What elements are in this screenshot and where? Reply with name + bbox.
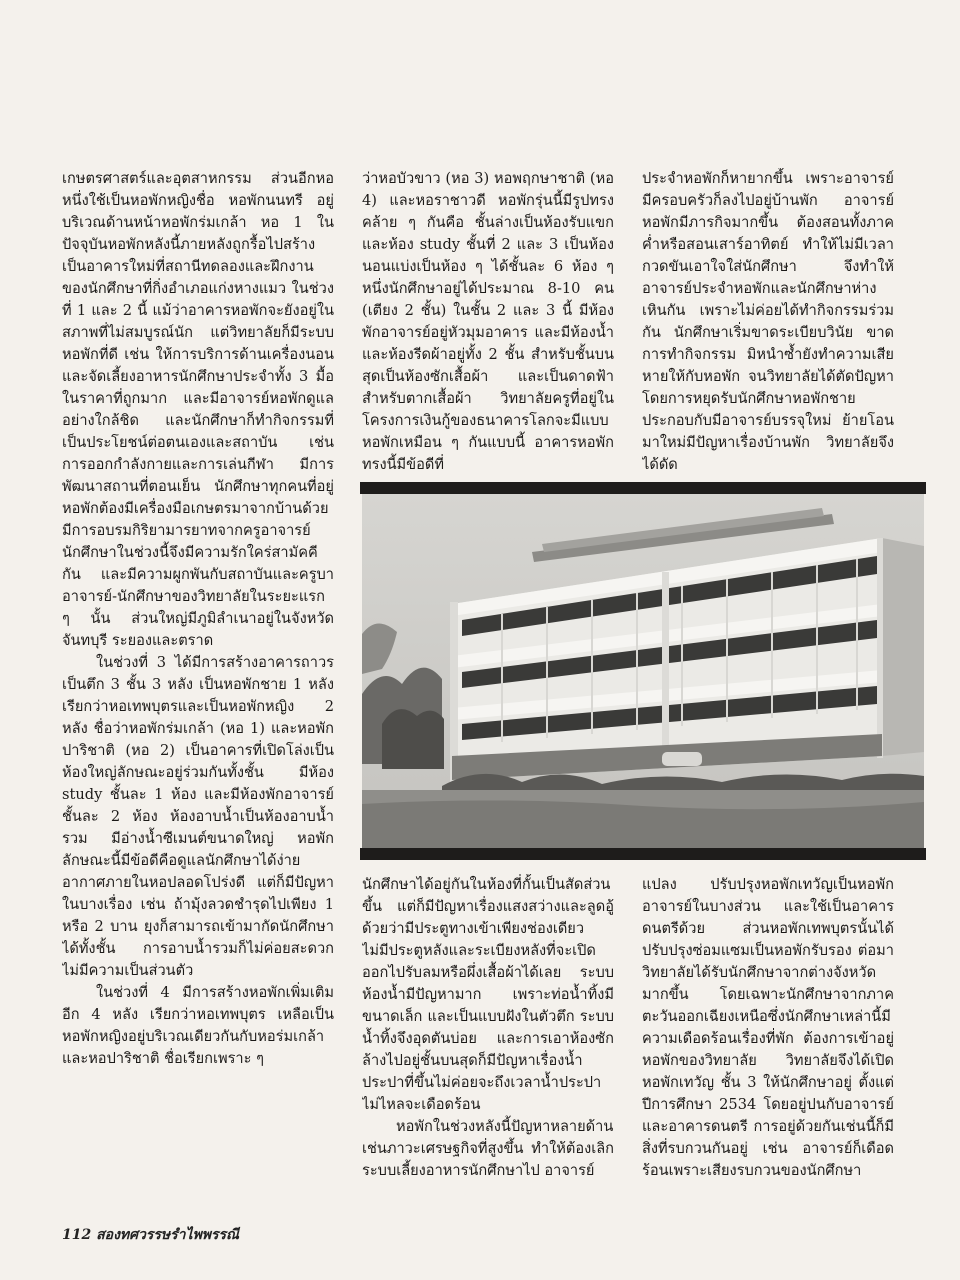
text-column-right-bottom [642, 874, 894, 1204]
paragraph: นักศึกษาได้อยู่กันในห้องที่กั้นเป็นสัดส่วนขึ้น แต่ก็มีปัญหาเรื่องแสงสว่างและลูดอู้ด้วยว่ามีประตูทางเข้าเพียงช่องเดียว ไม่มีประตูหลังและระเบียงหลังที่จะเปิดออกไปรับลมหรือผึ่งเสื้อผ้าได้เลย ระบบห้องน้ำมีปัญหามาก เพราะท่อน้ำทิ้งมีขนาดเล็ก และเป็นแบบฝังในตัวตึก ระบบน้ำทิ้งจึงอุดตันบ่อย และการเอาห้องซักล้างไปอยู่ชั้นบนสุดก็มีปัญหาเรื่องน้ำประปาที่ขึ้นไม่ค่อยจะถึงเวลาน้ำประปาไม่ไหลจะเดือดร้อน [362, 876, 614, 1113]
dormitory-building-photo [362, 494, 924, 848]
paragraph: ในช่วงที่ 3 ได้มีการสร้างอาคารถาวร เป็นตึก 3 ชั้น 3 หลัง เป็นหอพักชาย 1 หลัง เรียกว่าหอเทพบุตรและเป็นหอพักหญิง 2 หลัง ชื่อว่าหอพักร่มเกล้า (หอ 1) และหอพักปาริชาติ (หอ 2) เป็นอาคารที่เปิดโล่งเป็นห้องใหญ่ลักษณะอยู่ร่วมกันทั้งชั้น มีห้อง study ชั้นละ 1 ห้อง และมีห้องพักอาจารย์ชั้นละ 2 ห้อง ห้องอาบน้ำเป็นห้องอาบน้ำรวม มีอ่างน้ำซีเมนต์ขนาดใหญ่ หอพักลักษณะนี้มีข้อดีคือดูแลนักศึกษาได้ง่าย อากาศภายในหอปลอดโปร่งดี แต่ก็มีปัญหาในบางเรื่อง เช่น ถ้ามุ้งลวดชำรุดไปเพียง 1 หรือ 2 บาน ยุงก็สามารถเข้ามากัดนักศึกษาได้ทั้งชั้น การอาบน้ำรวมก็ไม่ค่อยสะดวกไม่มีความเป็นส่วนตัว [62, 654, 334, 979]
paragraph: แปลง ปรับปรุงหอพักเทวัญเป็นหอพักอาจารย์ในบางส่วน และใช้เป็นอาคารดนตรีด้วย ส่วนหอพักเทพบุตรนั้นได้ปรับปรุงซ่อมแซมเป็นหอพักรับรอง ต่อมาวิทยาลัยได้รับนักศึกษาจากต่างจังหวัดมากขึ้น โดยเฉพาะนักศึกษาจากภาคตะวันออกเฉียงเหนือซึ่งนักศึกษาเหล่านี้มีความเดือดร้อนเรื่องที่พัก ต้องการเข้าอยู่หอพักของวิทยาลัย วิทยาลัยจึงได้เปิดหอพักเทวัญ ชั้น 3 ให้นักศึกษาอยู่ ตั้งแต่ปีการศึกษา 2534 โดยอยู่ปนกับอาจารย์และอาคารดนตรี การอยู่ด้วยกันเช่นนี้ก็มีสิ่งที่รบกวนกันอยู่ เช่น อาจารย์ก็เดือดร้อนเพราะเสียงรบกวนของนักศึกษา [642, 876, 894, 1179]
photo-bottom-band [360, 848, 926, 860]
text-column-left [62, 168, 334, 1208]
photo-top-band [360, 482, 926, 494]
text-column-middle-top [362, 168, 614, 472]
publication-title: สองทศวรรษรำไพพรรณี [96, 1227, 240, 1243]
paragraph: ในช่วงที่ 4 มีการสร้างหอพักเพิ่มเติมอีก 4 หลัง เรียกว่าหอเทพบุตร เหลือเป็นหอพักหญิงอยู่บริเวณเดียวกันกับหอร่มเกล้า และหอปาริชาติ ชื่อเรียกเพราะ ๆ [62, 984, 334, 1067]
text-column-middle-bottom [362, 874, 614, 1204]
paragraph: หอพักในช่วงหลังนี้ปัญหาหลายด้านเช่นภาวะเศรษฐกิจที่สูงขึ้น ทำให้ต้องเลิกระบบเลี้ยงอาหารนักศึกษาไป อาจารย์ [362, 1118, 614, 1179]
paragraph: ว่าหอบัวขาว (หอ 3) หอพฤกษาชาติ (หอ 4) และหอราชาวดี หอพักรุ่นนี้มีรูปทรงคล้าย ๆ กันคือ ชั้นล่างเป็นห้องรับแขกและห้อง study ชั้นที่ 2 และ 3 เป็นห้องนอนแบ่งเป็นห้อง ๆ ได้ชั้นละ 6 ห้อง ๆ หนึ่งนักศึกษาอยู่ได้ประมาณ 8-10 คน (เตียง 2 ชั้น) ในชั้น 2 และ 3 นี้ มีห้องพักอาจารย์อยู่หัวมุมอาคาร และมีห้องน้ำและห้องรีดผ้าอยู่ทั้ง 2 ชั้น สำหรับชั้นบนสุดเป็นห้องซักเสื้อผ้า และเป็นดาดฟ้าสำหรับตากเสื้อผ้า วิทยาลัยครูที่อยู่ในโครงการเงินกู้ของธนาคารโลกจะมีแบบหอพักเหมือน ๆ กันแบบนี้ อาคารหอพักทรงนี้มีข้อดีที่ [362, 170, 614, 472]
page-number: 112 [62, 1227, 92, 1243]
paragraph: ประจำหอพักก็หายากขึ้น เพราะอาจารย์มีครอบครัวก็ลงไปอยู่บ้านพัก อาจารย์หอพักมีภารกิจมากขึ้น ต้องสอนทั้งภาคค่ำหรือสอนเสาร์อาทิตย์ ทำให้ไม่มีเวลากวดขันเอาใจใส่นักศึกษา จึงทำให้อาจารย์ประจำหอพักและนักศึกษาห่างเหินกัน เพราะไม่ค่อยได้ทำกิจกรรมร่วมกัน นักศึกษาเริ่มขาดระเบียบวินัย ขาดการทำกิจกรรม มิหนำซ้ำยังทำความเสียหายให้กับหอพัก จนวิทยาลัยได้ตัดปัญหาโดยการหยุดรับนักศึกษาหอพักชาย ประกอบกับมีอาจารย์บรรจุใหม่ ย้ายโอนมาใหม่มีปัญหาเรื่องบ้านพัก วิทยาลัยจึงได้ดัด [642, 170, 894, 472]
building-illustration [362, 494, 924, 848]
page-footer [62, 1224, 239, 1246]
paragraph: เกษตรศาสตร์และอุตสาหกรรม ส่วนอีกหอหนึ่งใช้เป็นหอพักหญิงชื่อ หอพักนนทรี อยู่บริเวณด้านหน้าหอพักร่มเกล้า หอ 1 ในปัจจุบันหอพักหลังนี้ภายหลังถูกรื้อไปสร้างเป็นอาคารใหม่ที่สถานีทดลองและฝึกงานของนักศึกษาที่กิ่งอำเภอแก่งหางแมว ในช่วงที่ 1 และ 2 นี้ แม้ว่าอาคารหอพักจะยังอยู่ในสภาพที่ไม่สมบูรณ์นัก แต่วิทยาลัยก็มีระบบหอพักที่ดี เช่น ให้การบริการด้านเครื่องนอน และจัดเลี้ยงอาหารนักศึกษาประจำทั้ง 3 มื้อ ในราคาที่ถูกมาก และมีอาจารย์หอพักดูแลอย่างใกล้ชิด และนักศึกษาก็ทำกิจกรรมที่เป็นประโยชน์ต่อตนเองและสถาบัน เช่น การออกกำลังกายและการเล่นกีฬา มีการพัฒนาสถานที่ตอนเย็น นักศึกษาทุกคนที่อยู่หอพักต้องมีเครื่องมือเกษตรมาจากบ้านด้วย มีการอบรมกิริยามารยาทจากครูอาจารย์ นักศึกษาในช่วงนี้จึงมีความรักใคร่สามัคคีกัน และมีความผูกพันกับสถาบันและครูบาอาจารย์-นักศึกษาของวิทยาลัยในระยะแรก ๆ นั้น ส่วนใหญ่มีภูมิลำเนาอยู่ในจังหวัดจันทบุรี ระยองและตราด [62, 170, 334, 649]
text-column-right-top [642, 168, 894, 472]
